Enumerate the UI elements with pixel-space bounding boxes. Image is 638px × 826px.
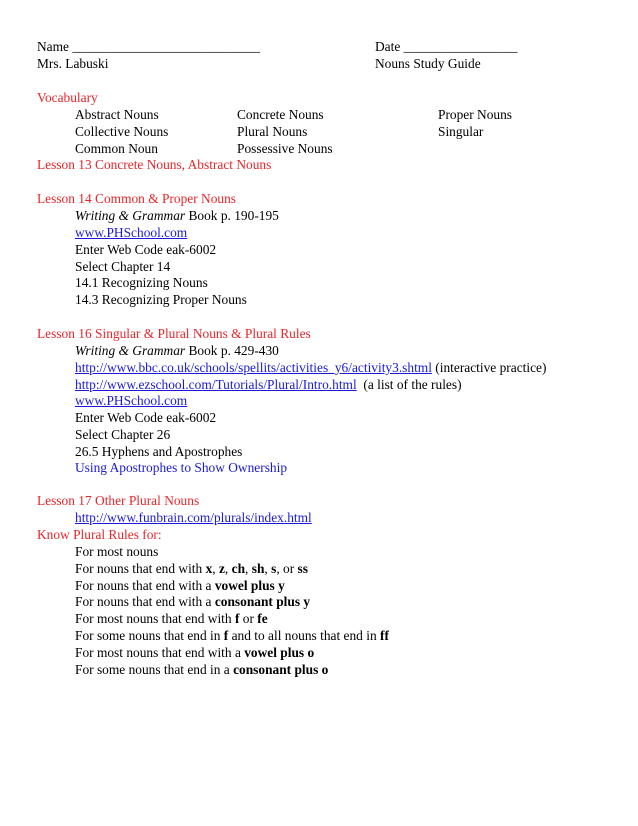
rule-text: ,: [224, 561, 232, 576]
rule-bold: vowel plus y: [214, 578, 285, 593]
rule-item: [75, 644, 314, 661]
date-field: [375, 38, 517, 55]
rule-bold: fe: [257, 611, 268, 626]
lesson16-link2-row: [75, 376, 462, 393]
funbrain-link[interactable]: http://www.funbrain.com/plurals/index.html: [75, 510, 312, 525]
rule-bold: x: [205, 561, 213, 576]
lesson14-link-row: [75, 224, 187, 241]
document-title: Nouns Study Guide: [375, 56, 481, 71]
rule-item: [75, 661, 328, 678]
rule-text: For nouns that end with: [75, 561, 206, 576]
rule-text: , or: [276, 561, 298, 576]
vocab-term: Possessive Nouns: [237, 141, 333, 156]
lesson16-chapter: Select Chapter 26: [75, 427, 171, 442]
rule-bold: s: [271, 561, 277, 576]
name-blank: ____________________________: [72, 39, 260, 54]
rule-bold: vowel plus o: [244, 645, 315, 660]
rule-text: and to all nouns that end in: [228, 628, 380, 643]
lesson16-link3-row: [75, 392, 187, 409]
bbc-link[interactable]: http://www.bbc.co.uk/schools/spellits/activities_y6/activity3.shtml: [75, 360, 432, 375]
rule-bold: ss: [297, 561, 308, 576]
lesson14-chapter: Select Chapter 14: [75, 259, 171, 274]
lesson16-item: 26.5 Hyphens and Apostrophes: [75, 444, 243, 459]
vocab-term: Abstract Nouns: [75, 107, 159, 122]
rule-text: For nouns that end with a: [75, 578, 215, 593]
lesson16-heading: Lesson 16 Singular & Plural Nouns & Plural Rules: [37, 326, 311, 341]
name-label: Name: [37, 39, 69, 54]
rule-item: For most nouns: [75, 544, 159, 559]
ezschool-link[interactable]: http://www.ezschool.com/Tutorials/Plural/Intro.html: [75, 377, 357, 392]
rules-heading: Know Plural Rules for:: [37, 527, 162, 542]
rule-text: For nouns that end with a: [75, 594, 215, 609]
rule-text: For some nouns that end in: [75, 628, 224, 643]
rule-bold: f: [223, 628, 229, 643]
lesson14-item: 14.3 Recognizing Proper Nouns: [75, 292, 247, 307]
lesson14-heading: Lesson 14 Common & Proper Nouns: [37, 191, 236, 206]
book-title: Writing & Grammar: [75, 208, 186, 223]
book-pages: Book p. 429-430: [185, 343, 279, 358]
rule-bold: sh: [251, 561, 265, 576]
rule-item: [75, 627, 389, 644]
lesson16-link1-row: [75, 359, 546, 376]
rule-text: ,: [264, 561, 272, 576]
lesson14-web-code: Enter Web Code eak-6002: [75, 242, 217, 257]
teacher-name: Mrs. Labuski: [37, 56, 109, 71]
vocab-term: Proper Nouns: [438, 107, 513, 122]
vocab-term: Concrete Nouns: [237, 107, 324, 122]
lesson13-heading: Lesson 13 Concrete Nouns, Abstract Nouns: [37, 157, 272, 172]
rule-item: [75, 610, 268, 627]
rule-text: For some nouns that end in a: [75, 662, 234, 677]
rule-item: [75, 593, 310, 610]
lesson17-link-row: [75, 509, 312, 526]
link-note: (interactive practice): [431, 360, 547, 375]
lesson16-book: [75, 342, 279, 359]
rule-bold: z: [218, 561, 225, 576]
rule-bold: consonant plus o: [233, 662, 329, 677]
book-title: Writing & Grammar: [75, 343, 186, 358]
phschool-link[interactable]: www.PHSchool.com: [75, 225, 188, 240]
book-pages: Book p. 190-195: [185, 208, 279, 223]
rule-text: For most nouns that end with a: [75, 645, 245, 660]
rule-item: [75, 560, 308, 577]
vocabulary-heading: Vocabulary: [37, 90, 98, 105]
rule-bold: ch: [231, 561, 246, 576]
lesson14-book: [75, 207, 279, 224]
rule-text: ,: [245, 561, 252, 576]
date-blank: _________________: [403, 39, 518, 54]
lesson17-heading: Lesson 17 Other Plural Nouns: [37, 493, 200, 508]
vocab-term: Singular: [438, 124, 484, 139]
date-label: Date: [375, 39, 401, 54]
rule-item: [75, 577, 285, 594]
rule-text: ,: [212, 561, 219, 576]
rule-bold: f: [234, 611, 240, 626]
rule-bold: consonant plus y: [214, 594, 311, 609]
link-note: (a list of the rules): [356, 377, 462, 392]
lesson16-web-code: Enter Web Code eak-6002: [75, 410, 217, 425]
vocab-term: Plural Nouns: [237, 124, 308, 139]
vocab-term: Common Noun: [75, 141, 158, 156]
rule-text: or: [239, 611, 258, 626]
rule-bold: ff: [380, 628, 389, 643]
lesson14-item: 14.1 Recognizing Nouns: [75, 275, 208, 290]
vocab-term: Collective Nouns: [75, 124, 169, 139]
rule-text: For most nouns that end with: [75, 611, 235, 626]
lesson16-item-blue: Using Apostrophes to Show Ownership: [75, 460, 288, 475]
phschool-link[interactable]: www.PHSchool.com: [75, 393, 188, 408]
name-field: [37, 38, 260, 55]
